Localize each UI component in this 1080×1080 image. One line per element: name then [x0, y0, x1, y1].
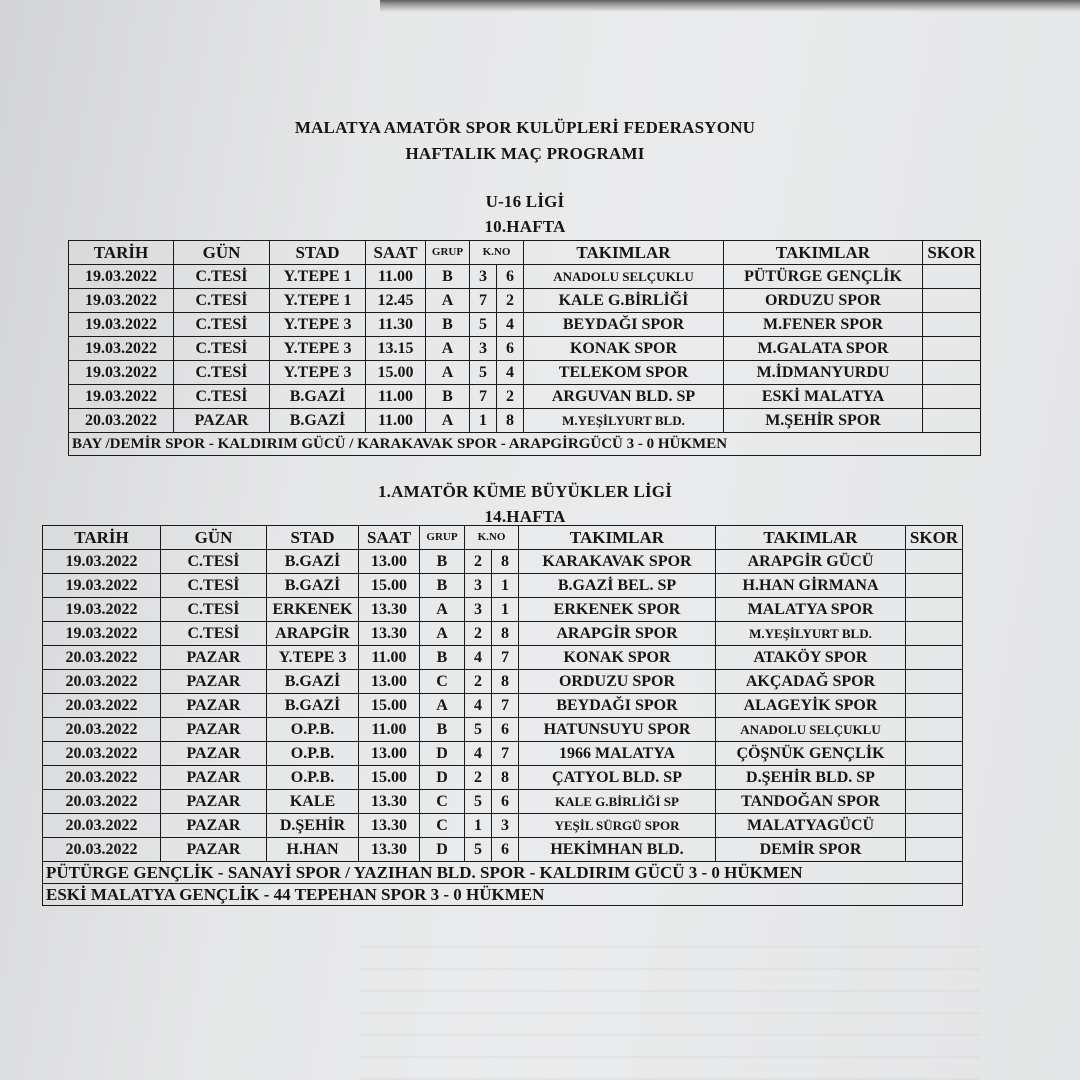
- match-row: [43, 766, 963, 790]
- kickoff-time: 15.00: [366, 361, 426, 385]
- home-team: ÇATYOL BLD. SP: [519, 766, 716, 790]
- score: [923, 265, 981, 289]
- home-team: KALE G.BİRLİĞİ SP: [519, 790, 716, 814]
- match-row: [69, 265, 981, 289]
- kno-away: 8: [492, 550, 519, 574]
- score: [923, 385, 981, 409]
- kno-away: 6: [492, 838, 519, 862]
- match-date: 19.03.2022: [69, 289, 174, 313]
- kickoff-time: 13.30: [359, 622, 420, 646]
- stadium: Y.TEPE 3: [270, 337, 366, 361]
- group: B: [420, 646, 465, 670]
- kno-away: 8: [492, 670, 519, 694]
- kno-away: 4: [497, 313, 524, 337]
- match-day: PAZAR: [161, 718, 267, 742]
- match-day: PAZAR: [174, 409, 270, 433]
- group: A: [426, 289, 470, 313]
- col-gun: GÜN: [161, 526, 267, 550]
- match-date: 19.03.2022: [43, 622, 161, 646]
- stadium: O.P.B.: [267, 742, 359, 766]
- home-team: ARGUVAN BLD. SP: [524, 385, 724, 409]
- group: A: [426, 337, 470, 361]
- kickoff-time: 11.00: [366, 409, 426, 433]
- match-row: [43, 814, 963, 838]
- home-team: B.GAZİ BEL. SP: [519, 574, 716, 598]
- amator-footer-note-2: ESKİ MALATYA GENÇLİK - 44 TEPEHAN SPOR 3 - 0 HÜKMEN: [43, 884, 963, 906]
- group: B: [426, 385, 470, 409]
- u16-league-title: U-16 LİGİ: [485, 192, 565, 211]
- match-day: C.TESİ: [174, 361, 270, 385]
- score: [906, 766, 963, 790]
- away-team: M.GALATA SPOR: [724, 337, 923, 361]
- match-date: 19.03.2022: [43, 550, 161, 574]
- col-away-team: TAKIMLAR: [716, 526, 906, 550]
- bleed-through-print: [360, 935, 980, 1080]
- match-day: PAZAR: [161, 646, 267, 670]
- kno-home: 3: [470, 337, 497, 361]
- stadium: B.GAZİ: [270, 409, 366, 433]
- away-team: M.ŞEHİR SPOR: [724, 409, 923, 433]
- kno-home: 3: [470, 265, 497, 289]
- match-date: 20.03.2022: [43, 790, 161, 814]
- away-team: PÜTÜRGE GENÇLİK: [724, 265, 923, 289]
- group: B: [420, 550, 465, 574]
- match-row: [43, 670, 963, 694]
- stadium: Y.TEPE 3: [267, 646, 359, 670]
- home-team: ERKENEK SPOR: [519, 598, 716, 622]
- kno-home: 2: [465, 550, 492, 574]
- stadium: B.GAZİ: [267, 574, 359, 598]
- match-date: 20.03.2022: [43, 838, 161, 862]
- group: C: [420, 670, 465, 694]
- match-date: 20.03.2022: [43, 646, 161, 670]
- match-date: 19.03.2022: [43, 574, 161, 598]
- away-team: AKÇADAĞ SPOR: [716, 670, 906, 694]
- kickoff-time: 13.00: [359, 742, 420, 766]
- match-row: [43, 550, 963, 574]
- home-team: ANADOLU SELÇUKLU: [524, 265, 724, 289]
- kickoff-time: 15.00: [359, 766, 420, 790]
- kno-home: 2: [465, 766, 492, 790]
- kno-home: 1: [465, 814, 492, 838]
- stadium: H.HAN: [267, 838, 359, 862]
- score: [906, 790, 963, 814]
- group: B: [420, 718, 465, 742]
- col-kno: K.NO: [465, 526, 519, 550]
- score: [906, 838, 963, 862]
- kno-home: 4: [465, 646, 492, 670]
- away-team: ATAKÖY SPOR: [716, 646, 906, 670]
- kno-away: 4: [497, 361, 524, 385]
- group: D: [420, 838, 465, 862]
- col-skor: SKOR: [906, 526, 963, 550]
- away-team: M.YEŞİLYURT BLD.: [716, 622, 906, 646]
- match-date: 20.03.2022: [43, 766, 161, 790]
- group: A: [420, 622, 465, 646]
- match-day: PAZAR: [161, 742, 267, 766]
- score: [923, 289, 981, 313]
- match-row: [69, 385, 981, 409]
- match-day: PAZAR: [161, 694, 267, 718]
- header-row: [43, 526, 963, 550]
- group: B: [420, 574, 465, 598]
- stadium: B.GAZİ: [267, 670, 359, 694]
- match-date: 19.03.2022: [69, 313, 174, 337]
- match-row: [69, 337, 981, 361]
- col-kno: K.NO: [470, 241, 524, 265]
- away-team: ÇÖŞNÜK GENÇLİK: [716, 742, 906, 766]
- group: A: [420, 598, 465, 622]
- col-saat: SAAT: [366, 241, 426, 265]
- kno-away: 6: [497, 337, 524, 361]
- score: [906, 742, 963, 766]
- stadium: B.GAZİ: [267, 550, 359, 574]
- match-date: 20.03.2022: [43, 814, 161, 838]
- kickoff-time: 13.15: [366, 337, 426, 361]
- match-row: [43, 790, 963, 814]
- kno-home: 3: [465, 598, 492, 622]
- score: [923, 313, 981, 337]
- col-tarih: TARİH: [43, 526, 161, 550]
- col-skor: SKOR: [923, 241, 981, 265]
- group: C: [420, 790, 465, 814]
- match-day: PAZAR: [161, 814, 267, 838]
- stadium: B.GAZİ: [270, 385, 366, 409]
- score: [923, 337, 981, 361]
- kickoff-time: 15.00: [359, 574, 420, 598]
- col-grup: GRUP: [426, 241, 470, 265]
- group: C: [420, 814, 465, 838]
- score: [906, 598, 963, 622]
- kno-away: 7: [492, 694, 519, 718]
- home-team: M.YEŞİLYURT BLD.: [524, 409, 724, 433]
- home-team: KALE G.BİRLİĞİ: [524, 289, 724, 313]
- group: D: [420, 766, 465, 790]
- kno-home: 1: [470, 409, 497, 433]
- score: [906, 550, 963, 574]
- away-team: M.İDMANYURDU: [724, 361, 923, 385]
- match-row: [43, 646, 963, 670]
- away-team: M.FENER SPOR: [724, 313, 923, 337]
- match-row: [69, 409, 981, 433]
- u16-week-title: 10.HAFTA: [484, 217, 566, 236]
- kno-home: 2: [465, 670, 492, 694]
- away-team: H.HAN GİRMANA: [716, 574, 906, 598]
- kno-away: 7: [492, 646, 519, 670]
- kickoff-time: 11.00: [366, 385, 426, 409]
- score: [906, 814, 963, 838]
- stadium: Y.TEPE 3: [270, 361, 366, 385]
- match-date: 20.03.2022: [43, 718, 161, 742]
- paper-edge-shadow: [380, 0, 1080, 12]
- col-home-team: TAKIMLAR: [519, 526, 716, 550]
- match-row: [43, 838, 963, 862]
- stadium: B.GAZİ: [267, 694, 359, 718]
- match-date: 20.03.2022: [69, 409, 174, 433]
- stadium: Y.TEPE 1: [270, 265, 366, 289]
- away-team: ESKİ MALATYA: [724, 385, 923, 409]
- kno-home: 2: [465, 622, 492, 646]
- amator-footer-note-1: PÜTÜRGE GENÇLİK - SANAYİ SPOR / YAZIHAN BLD. SPOR - KALDIRIM GÜCÜ 3 - 0 HÜKMEN: [43, 862, 963, 884]
- kickoff-time: 15.00: [359, 694, 420, 718]
- u16-schedule-table: [68, 240, 981, 456]
- stadium: O.P.B.: [267, 718, 359, 742]
- match-date: 20.03.2022: [43, 694, 161, 718]
- federation-title: MALATYA AMATÖR SPOR KULÜPLERİ FEDERASYONU: [294, 118, 756, 137]
- match-date: 19.03.2022: [69, 385, 174, 409]
- col-away-team: TAKIMLAR: [724, 241, 923, 265]
- amator-week-title: 14.HAFTA: [484, 507, 566, 526]
- col-gun: GÜN: [174, 241, 270, 265]
- kickoff-time: 12.45: [366, 289, 426, 313]
- stadium: O.P.B.: [267, 766, 359, 790]
- home-team: TELEKOM SPOR: [524, 361, 724, 385]
- kno-home: 5: [465, 790, 492, 814]
- match-day: PAZAR: [161, 790, 267, 814]
- kickoff-time: 11.00: [366, 265, 426, 289]
- kno-away: 3: [492, 814, 519, 838]
- kno-away: 8: [492, 622, 519, 646]
- amator-schedule-table: [42, 525, 963, 906]
- col-stad: STAD: [270, 241, 366, 265]
- away-team: MALATYA SPOR: [716, 598, 906, 622]
- kickoff-time: 13.30: [359, 598, 420, 622]
- score: [906, 670, 963, 694]
- group: A: [426, 361, 470, 385]
- kno-away: 7: [492, 742, 519, 766]
- away-team: ANADOLU SELÇUKLU: [716, 718, 906, 742]
- match-row: [43, 742, 963, 766]
- match-day: C.TESİ: [161, 550, 267, 574]
- away-team: DEMİR SPOR: [716, 838, 906, 862]
- kickoff-time: 13.00: [359, 550, 420, 574]
- kno-away: 8: [492, 766, 519, 790]
- home-team: ORDUZU SPOR: [519, 670, 716, 694]
- match-date: 19.03.2022: [69, 361, 174, 385]
- match-day: C.TESİ: [161, 598, 267, 622]
- kno-away: 6: [497, 265, 524, 289]
- match-day: PAZAR: [161, 670, 267, 694]
- kno-home: 4: [465, 694, 492, 718]
- col-tarih: TARİH: [69, 241, 174, 265]
- kno-home: 5: [470, 313, 497, 337]
- stadium: KALE: [267, 790, 359, 814]
- away-team: MALATYAGÜCÜ: [716, 814, 906, 838]
- home-team: BEYDAĞI SPOR: [524, 313, 724, 337]
- match-day: C.TESİ: [174, 385, 270, 409]
- score: [923, 409, 981, 433]
- match-date: 19.03.2022: [43, 598, 161, 622]
- match-date: 19.03.2022: [69, 265, 174, 289]
- kno-home: 5: [470, 361, 497, 385]
- kickoff-time: 11.00: [359, 718, 420, 742]
- away-team: ARAPGİR GÜCÜ: [716, 550, 906, 574]
- away-team: TANDOĞAN SPOR: [716, 790, 906, 814]
- kno-home: 7: [470, 385, 497, 409]
- match-row: [43, 598, 963, 622]
- kickoff-time: 13.30: [359, 790, 420, 814]
- score: [906, 718, 963, 742]
- col-stad: STAD: [267, 526, 359, 550]
- header-row: [69, 241, 981, 265]
- score: [906, 622, 963, 646]
- match-row: [69, 289, 981, 313]
- match-day: C.TESİ: [161, 622, 267, 646]
- home-team: BEYDAĞI SPOR: [519, 694, 716, 718]
- kno-home: 5: [465, 718, 492, 742]
- match-day: C.TESİ: [174, 265, 270, 289]
- home-team: KONAK SPOR: [524, 337, 724, 361]
- group: D: [420, 742, 465, 766]
- kno-away: 1: [492, 598, 519, 622]
- match-row: [69, 361, 981, 385]
- match-row: [43, 574, 963, 598]
- group: A: [426, 409, 470, 433]
- home-team: YEŞİL SÜRGÜ SPOR: [519, 814, 716, 838]
- match-date: 20.03.2022: [43, 670, 161, 694]
- group: B: [426, 313, 470, 337]
- program-title: HAFTALIK MAÇ PROGRAMI: [405, 144, 645, 163]
- home-team: HATUNSUYU SPOR: [519, 718, 716, 742]
- away-team: ALAGEYİK SPOR: [716, 694, 906, 718]
- kno-away: 8: [497, 409, 524, 433]
- score: [906, 646, 963, 670]
- stadium: Y.TEPE 3: [270, 313, 366, 337]
- group: B: [426, 265, 470, 289]
- score: [923, 361, 981, 385]
- home-team: KARAKAVAK SPOR: [519, 550, 716, 574]
- kno-home: 7: [470, 289, 497, 313]
- stadium: D.ŞEHİR: [267, 814, 359, 838]
- kno-away: 1: [492, 574, 519, 598]
- kickoff-time: 13.00: [359, 670, 420, 694]
- kno-away: 6: [492, 718, 519, 742]
- match-row: [43, 622, 963, 646]
- kno-home: 3: [465, 574, 492, 598]
- home-team: KONAK SPOR: [519, 646, 716, 670]
- match-row: [43, 694, 963, 718]
- col-grup: GRUP: [420, 526, 465, 550]
- match-day: PAZAR: [161, 838, 267, 862]
- away-team: D.ŞEHİR BLD. SP: [716, 766, 906, 790]
- kickoff-time: 13.30: [359, 838, 420, 862]
- match-row: [43, 718, 963, 742]
- home-team: HEKİMHAN BLD.: [519, 838, 716, 862]
- kno-away: 2: [497, 289, 524, 313]
- kno-home: 4: [465, 742, 492, 766]
- stadium: Y.TEPE 1: [270, 289, 366, 313]
- match-date: 19.03.2022: [69, 337, 174, 361]
- match-day: C.TESİ: [161, 574, 267, 598]
- match-day: C.TESİ: [174, 313, 270, 337]
- amator-league-title: 1.AMATÖR KÜME BÜYÜKLER LİGİ: [377, 482, 673, 501]
- group: A: [420, 694, 465, 718]
- away-team: ORDUZU SPOR: [724, 289, 923, 313]
- u16-footer-note: BAY /DEMİR SPOR - KALDIRIM GÜCÜ / KARAKAVAK SPOR - ARAPGİRGÜCÜ 3 - 0 HÜKMEN: [69, 433, 981, 456]
- home-team: 1966 MALATYA: [519, 742, 716, 766]
- match-date: 20.03.2022: [43, 742, 161, 766]
- stadium: ERKENEK: [267, 598, 359, 622]
- score: [906, 574, 963, 598]
- kickoff-time: 11.30: [366, 313, 426, 337]
- col-home-team: TAKIMLAR: [524, 241, 724, 265]
- kno-away: 6: [492, 790, 519, 814]
- score: [906, 694, 963, 718]
- match-day: PAZAR: [161, 766, 267, 790]
- kickoff-time: 13.30: [359, 814, 420, 838]
- stadium: ARAPGİR: [267, 622, 359, 646]
- home-team: ARAPGİR SPOR: [519, 622, 716, 646]
- kno-away: 2: [497, 385, 524, 409]
- kno-home: 5: [465, 838, 492, 862]
- kickoff-time: 11.00: [359, 646, 420, 670]
- match-day: C.TESİ: [174, 289, 270, 313]
- match-row: [69, 313, 981, 337]
- col-saat: SAAT: [359, 526, 420, 550]
- match-day: C.TESİ: [174, 337, 270, 361]
